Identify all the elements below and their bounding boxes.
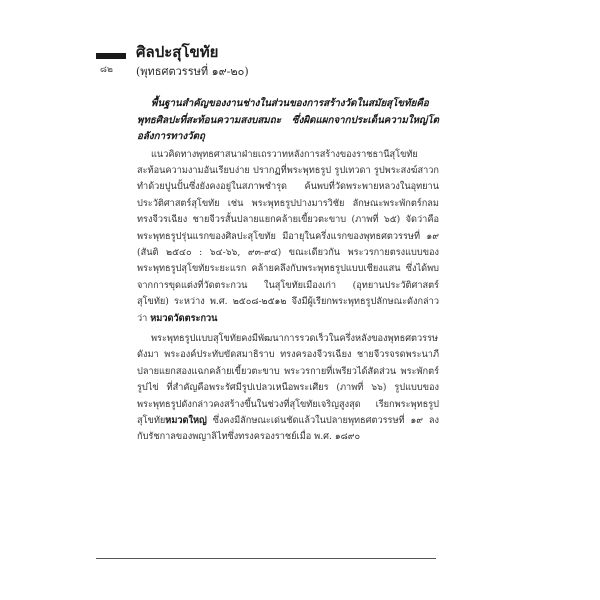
paragraph-1-emphasis: หมวดวัดตระกวน bbox=[150, 312, 218, 324]
paragraph-2-text-after: ซึ่งคงมีลักษณะเด่นชัดแล้วในปลายพุทธศตวรรษที่ ๑๙ ลงกับรัชกาลของพญาลิไทซึ่งทรงครองราชย์เมื่อ พ.ศ. ๑๘๙๐ bbox=[137, 415, 440, 443]
chapter-title: ศิลปะสุโขทัย bbox=[136, 43, 219, 61]
paragraph-2-text: พระพุทธรูปแบบสุโขทัยคงมีพัฒนาการรวดเร็วในครึ่งหลังของพุทธศตวรรษดังมา พระองค์ประทับขัดสมาธิราบ ทรงครองจีวรเฉียง ชายจีวรจรดพระนาภี ปลายแยกสองแฉกคล้ายเขี้ยวตะขาบ พระวรกายที่เพรียวได้สัดส่วน พระพักตร์รูปไข่ ที่สำคัญคือพระรัศมีรูปเปลวเหนือพระเศียร (ภาพที่ ๖๖) รูปแบบของพระพุทธรูปดังกล่าวคงสร้างขึ้นในช่วงที่สุโขทัยเจริญสูงสุด เรียกพระพุทธรูปสุโขทัย bbox=[137, 332, 439, 426]
paragraph-1-text: แนวคิดทางพุทธศาสนาฝ่ายเถรวาทหลังการสร้างของราชธานีสุโขทัยสะท้อนความงามอันเรียบง่าย ปรากฏที่พระพุทธรูป รูปเทวดา รูปพระสงฆ์สาวก ทำด้วยปูนปั้นซึ่งยังคงอยู่ในสภาพชำรุด ค้นพบที่วัดพระพายหลวงในอุทยานประวัติศาสตร์สุโขทัย เช่น พระพุทธรูปปางมารวิชัย ลักษณะพระพักตร์กลม ทรงจีวรเฉียง ชายจีวรสั้นปลายแยกคล้ายเขี้ยวตะขาบ (ภาพที่ ๖๕) จัดว่าคือพระพุทธรูปรุ่นแรกของศิลปะสุโขทัย มีอายุในครึ่งแรกของพุทธศตวรรษที่ ๑๙ (สันติ ๒๕๔๐ : ๖๔-๖๖, ๙๓-๙๔) ขณะเดียวกัน พระวรกายตรงแบบของพระพุทธรูปสุโขทัยระยะแรก คล้ายคลึงกับพระพุทธรูปแบบเชียงแสน ซึ่งได้พบจากการขุดแต่งที่วัดตระกวน ในสุโขทัยเมืองเก่า (อุทยานประวัติศาสตร์สุโขทัย) ระหว่าง พ.ศ. ๒๕๐๘-๒๕๑๒ จึงมีผู้เรียกพระพุทธรูปลักษณะดังกล่าวว่า bbox=[137, 148, 439, 324]
bottom-rule bbox=[96, 558, 436, 559]
page-number: ๘๒ bbox=[100, 65, 113, 75]
chapter-marker-bar bbox=[96, 53, 126, 59]
paragraph-1 bbox=[137, 147, 439, 327]
lead-paragraph: พื้นฐานสำคัญของงานช่างในส่วนของการสร้างวัดในสมัยสุโขทัยคือ พุทธศิลปะที่สะท้อนความสงบสมถะ ซึ่งผิดแผกจากประเด็นความใหญ่โตอลังการทางวัตถุ bbox=[137, 98, 439, 142]
chapter-subtitle: (พุทธศตวรรษที่ ๑๙-๒๐) bbox=[136, 65, 249, 78]
paragraph-2 bbox=[137, 331, 439, 446]
body-text bbox=[137, 96, 439, 450]
paragraph-2-emphasis: หมวดใหญ่ bbox=[165, 415, 207, 426]
